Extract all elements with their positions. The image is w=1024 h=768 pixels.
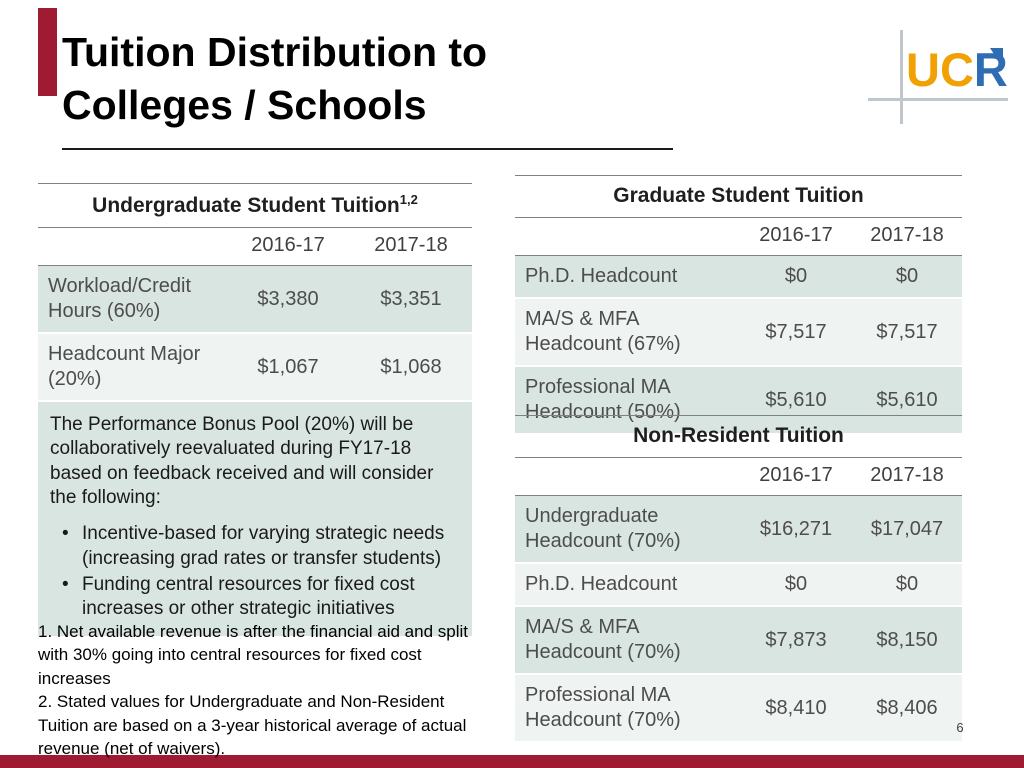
nonresident-table-title: Non-Resident Tuition — [515, 415, 962, 458]
year-header-2016-17: 2016-17 — [759, 464, 833, 486]
list-item — [50, 573, 460, 622]
table-row — [515, 607, 962, 675]
row-value-2017-18: $3,351 — [380, 287, 442, 310]
undergraduate-year-header-row — [38, 228, 472, 266]
row-value-2017-18: $1,068 — [380, 355, 442, 378]
footnote-2: 2. Stated values for Undergraduate and Non-Resident Tuition are based on a 3-year historical average of actual revenue (net of waivers). — [38, 692, 467, 759]
row-value-2017-18: $0 — [895, 265, 919, 287]
row-value-2017-18: $0 — [895, 573, 919, 595]
bullet-icon: • — [62, 523, 69, 545]
list-item — [50, 522, 460, 571]
title-underline — [62, 148, 673, 150]
year-header-2017-18: 2017-18 — [870, 464, 944, 486]
undergraduate-table-title — [38, 183, 472, 228]
table-row — [515, 256, 962, 299]
table-row — [515, 564, 962, 607]
row-value-2017-18: $17,047 — [870, 517, 944, 540]
row-label: Professional MA Headcount (50%) — [525, 376, 681, 423]
bullet-text: Incentive-based for varying strategic needs (increasing grad rates or transfer students) — [82, 523, 445, 569]
row-value-2017-18: $7,517 — [876, 320, 938, 343]
year-header-2016-17: 2016-17 — [251, 234, 325, 256]
year-header-spacer — [38, 234, 226, 257]
row-value-2016-17: $5,610 — [765, 388, 827, 411]
row-label: Workload/Credit Hours (60%) — [48, 275, 192, 322]
row-value-2017-18: $8,406 — [876, 696, 938, 719]
year-header-2016-17: 2016-17 — [759, 224, 833, 246]
row-value-2016-17: $0 — [784, 265, 808, 287]
undergraduate-table-title-text: Undergraduate Student Tuition — [92, 194, 400, 217]
graduate-table-title: Graduate Student Tuition — [515, 175, 962, 218]
row-value-2017-18: $5,610 — [876, 388, 938, 411]
bullet-text: Funding central resources for fixed cost increases or other strategic initiatives — [82, 573, 415, 620]
table-row — [38, 266, 472, 334]
row-label: Headcount Major (20%) — [48, 343, 201, 390]
row-label: Undergraduate Headcount (70%) — [525, 505, 681, 552]
accent-bar-top-left — [38, 8, 57, 96]
slide-title-line2: Colleges / Schools — [62, 82, 427, 129]
table-row — [515, 496, 962, 564]
row-value-2016-17: $1,067 — [257, 355, 319, 378]
row-value-2016-17: $0 — [784, 573, 808, 595]
logo-r-letter: R — [973, 43, 1008, 96]
row-value-2016-17: $7,873 — [765, 628, 827, 651]
page-number: 6 — [956, 720, 964, 735]
logo-uc-letters: UC — [906, 43, 974, 96]
table-row — [515, 299, 962, 367]
logo-cross-vertical — [900, 30, 903, 124]
footnote-1: 1. Net available revenue is after the financial aid and split with 30% going into central resources for fixed cost increases — [38, 622, 468, 688]
logo-cross-horizontal — [868, 98, 1008, 101]
graduate-tuition-table — [515, 175, 962, 435]
table-row — [515, 675, 962, 743]
slide-title — [62, 26, 487, 133]
row-value-2016-17: $8,410 — [765, 696, 827, 719]
bullet-icon: • — [62, 573, 69, 595]
slide-title-line1: Tuition Distribution to — [62, 29, 488, 75]
note-paragraph: The Performance Bonus Pool (20%) will be collaboratively reevaluated during FY17-18 based on feedback received and will consider the following: — [50, 414, 434, 508]
footnote-reference: 1,2 — [399, 192, 418, 207]
year-header-spacer — [515, 464, 740, 487]
undergraduate-tuition-table — [38, 183, 472, 636]
row-label: MA/S & MFA Headcount (67%) — [525, 308, 681, 355]
logo-wordmark — [906, 43, 1008, 96]
year-header-2017-18: 2017-18 — [374, 234, 448, 256]
year-header-spacer — [515, 224, 740, 247]
row-value-2017-18: $8,150 — [876, 628, 938, 651]
row-value-2016-17: $16,271 — [759, 517, 833, 540]
nonresident-year-header-row — [515, 458, 962, 496]
table-row — [38, 334, 472, 402]
row-label: Professional MA Headcount (70%) — [525, 684, 681, 731]
graduate-year-header-row — [515, 218, 962, 256]
footnotes — [38, 620, 484, 761]
row-label: MA/S & MFA Headcount (70%) — [525, 616, 681, 663]
performance-bonus-note — [38, 402, 472, 636]
row-value-2016-17: $7,517 — [765, 320, 827, 343]
row-label: Ph.D. Headcount — [525, 573, 678, 595]
row-label: Ph.D. Headcount — [525, 265, 678, 287]
row-value-2016-17: $3,380 — [257, 287, 319, 310]
ucr-logo — [868, 22, 1013, 130]
nonresident-tuition-table — [515, 415, 962, 743]
year-header-2017-18: 2017-18 — [870, 224, 944, 246]
